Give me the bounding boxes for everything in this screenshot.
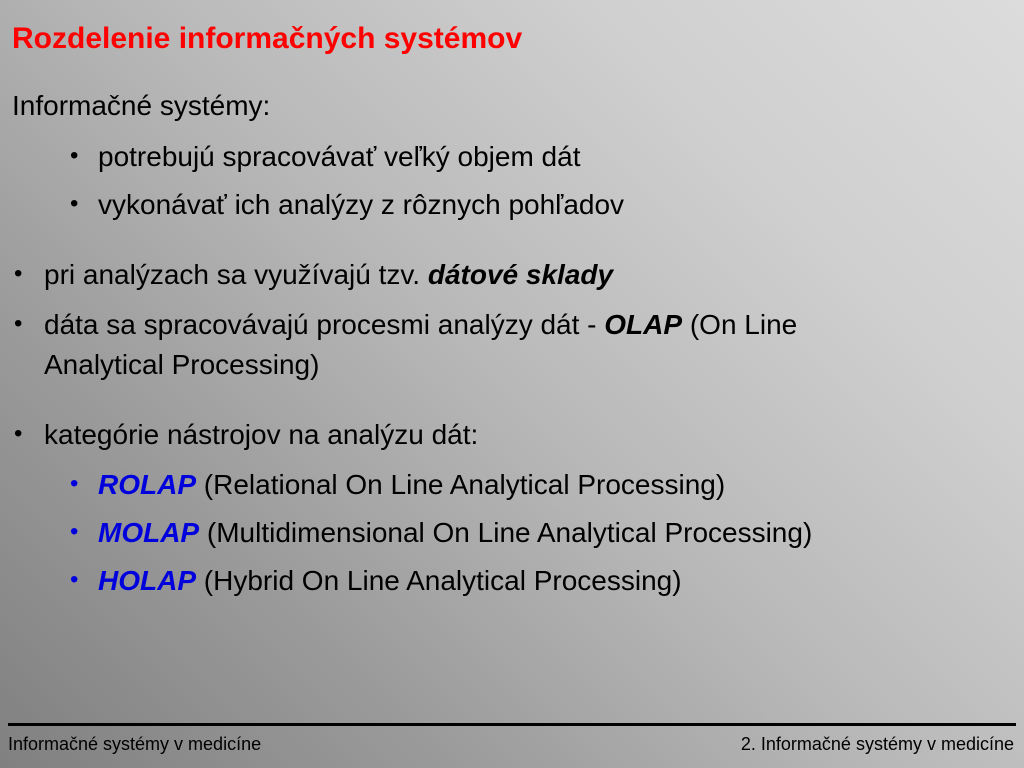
bullet-text (44, 258, 613, 292)
tool-abbr: MOLAP (98, 517, 200, 548)
tool-abbr: HOLAP (98, 565, 196, 596)
footer-left-text: Informačné systémy v medicíne (8, 734, 262, 754)
bullet-marker: • (14, 310, 23, 337)
tool-text (98, 468, 725, 502)
tool-text (98, 564, 682, 598)
bullet-marker: • (70, 142, 79, 169)
sub-bullet-text: potrebujú spracovávať veľký objem dát (98, 141, 581, 172)
footer-right-text: 2. Informačné systémy v medicíne (740, 734, 1014, 754)
olap-expansion-continued: Analytical Processing) (44, 349, 320, 380)
bullet-text: kategórie nástrojov na analýzu dát: (44, 419, 479, 450)
bullet-marker: • (70, 470, 79, 497)
tool-desc: (Hybrid On Line Analytical Processing) (196, 565, 682, 596)
bullet-text-prefix: pri analýzach sa využívajú tzv. (44, 259, 428, 290)
bullet-marker: • (70, 566, 79, 593)
sub-bullet-text: vykonávať ich analýzy z rôznych pohľadov (98, 189, 625, 220)
intro-text: Informačné systémy: (12, 90, 271, 121)
bullet-marker: • (70, 518, 79, 545)
tool-desc: (Multidimensional On Line Analytical Processing) (199, 517, 813, 548)
datove-sklady-term: dátové sklady (427, 259, 614, 290)
tool-text (98, 516, 812, 550)
tool-desc: (Relational On Line Analytical Processing) (196, 469, 726, 500)
bullet-marker: • (14, 420, 23, 447)
bullet-text-prefix: dáta sa spracovávajú procesmi analýzy dát - (44, 309, 605, 340)
slide-title: Rozdelenie informačných systémov (12, 22, 523, 55)
footer-divider (8, 723, 1016, 726)
bullet-text (44, 308, 797, 342)
bullet-marker: • (70, 190, 79, 217)
olap-term: OLAP (604, 309, 683, 340)
bullet-marker: • (14, 260, 23, 287)
olap-expansion-start: (On Line (682, 309, 798, 340)
tool-abbr: ROLAP (98, 469, 196, 500)
